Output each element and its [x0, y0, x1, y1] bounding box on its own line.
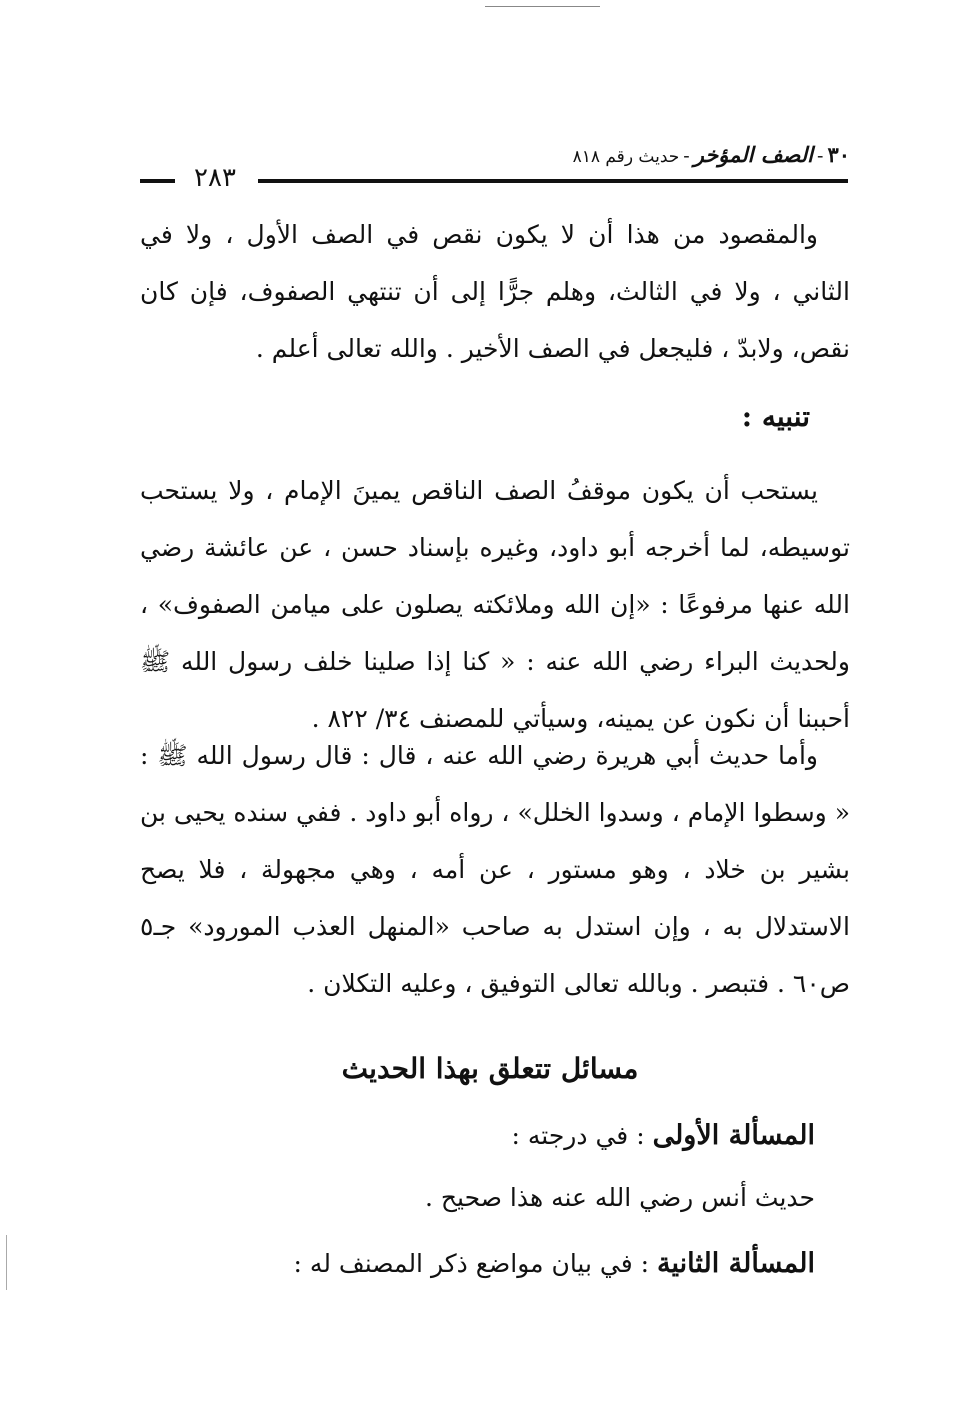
- header-dash: -: [817, 145, 824, 167]
- header-rule-left: [140, 179, 175, 183]
- paragraph-abu-hurayra: وأما حديث أبي هريرة رضي الله عنه ، قال : قال رسول الله ﷺ : « وسطوا الإمام ، وسدوا الخلل» ، رواه أبو داود . ففي سنده يحيى بن بشير بن خلاد ، وهو مستور ، عن أمه ، وهي مجهولة ، فلا يصح الاستدلال به ، وإن استدل به صاحب «المنهل العذب المورود» جـ٥ ص٦٠ . فتبصر . وبالله تعالى التوفيق ، وعليه التكلان .: [140, 741, 850, 998]
- issues-heading: مسائل تتعلق بهذا الحديث: [341, 1052, 639, 1085]
- hadith-reference: حديث رقم ٨١٨: [572, 147, 680, 167]
- header-dash-2: -: [683, 145, 690, 167]
- chapter-number: ٣٠: [827, 142, 850, 167]
- chapter-title: الصف المؤخر: [693, 142, 814, 167]
- issue-second-label: المسألة الثانية: [657, 1248, 815, 1279]
- page-number: ٢٨٣: [194, 163, 236, 193]
- note-heading: تنبيه :: [741, 400, 810, 433]
- issue-second-topic: : في بيان مواضع ذكر المصنف له :: [293, 1249, 650, 1278]
- issue-second: [200, 1248, 815, 1279]
- paragraph-intro: والمقصود من هذا أن لا يكون نقص في الصف الأول ، ولا في الثاني ، ولا في الثالث، وهلم جرًّا إلى أن تنتهي الصفوف، فإن كان نقص، ولابدّ ، فليجعل في الصف الأخير . والله تعالى أعلم .: [140, 220, 850, 363]
- top-scan-rule: [485, 6, 600, 7]
- issue-first-body: حديث أنس رضي الله عنه هذا صحيح .: [425, 1183, 815, 1212]
- margin-scan-line: [6, 1235, 7, 1290]
- issue-first-topic: : في درجته :: [511, 1121, 645, 1150]
- issue-first: [200, 1120, 815, 1151]
- header-rule-right: [258, 179, 848, 183]
- issue-first-label: المسألة الأولى: [652, 1120, 815, 1151]
- running-header: [520, 142, 850, 167]
- paragraph-note: يستحب أن يكون موقفُ الصف الناقص يمينَ الإمام ، ولا يستحب توسيطه، لما أخرجه أبو داود، وغيره بإسناد حسن ، عن عائشة رضي الله عنها مرفوعًا : «إن الله وملائكته يصلون على ميامن الصفوف» ، ولحديث البراء رضي الله عنه : « كنا إذا صلينا خلف رسول الله ﷺ أحببنا أن نكون عن يمينه، وسيأتي للمصنف ٣٤/ ٨٢٢ .: [140, 476, 850, 733]
